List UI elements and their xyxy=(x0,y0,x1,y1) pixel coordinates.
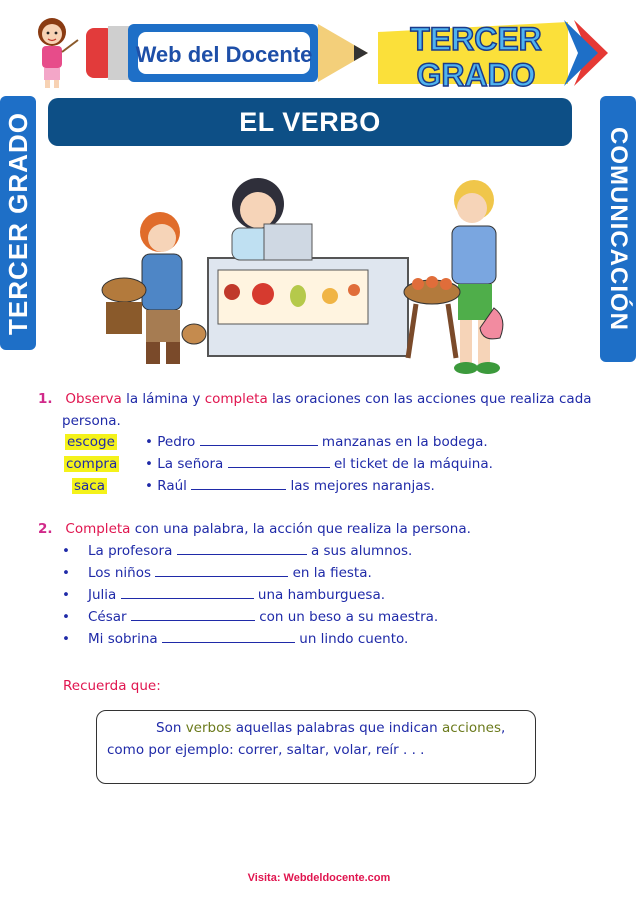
sentence-subject: Pedro xyxy=(157,434,196,450)
teacher-mascot-illustration xyxy=(28,14,82,90)
answer-blank[interactable] xyxy=(177,541,307,555)
list-item xyxy=(62,540,412,562)
word-bank-item xyxy=(65,431,117,453)
answer-blank[interactable] xyxy=(131,607,255,621)
item-rest: a sus alumnos. xyxy=(310,543,413,559)
list-item xyxy=(62,606,438,628)
word-saca: saca xyxy=(74,478,106,494)
keyword-completa: completa xyxy=(204,391,268,407)
reminder-text-c: , xyxy=(501,720,506,736)
q1-sentence xyxy=(145,475,435,497)
recuerda-label: Recuerda que: xyxy=(63,678,161,694)
list-item xyxy=(62,628,408,650)
answer-blank[interactable] xyxy=(228,454,330,468)
q1-text-c: persona. xyxy=(62,413,121,429)
reminder-line-2: como por ejemplo: correr, saltar, volar, reír . . . xyxy=(107,742,425,758)
keyword-completa: Completa xyxy=(65,521,131,537)
side-label-left xyxy=(0,96,36,350)
answer-blank[interactable] xyxy=(191,476,286,490)
question-2-number: 2. xyxy=(38,521,53,537)
web-del-docente-logo xyxy=(82,18,372,88)
logo-text: Web del Docente xyxy=(135,42,313,67)
item-subject: César xyxy=(88,609,127,625)
q1-text-a: la lámina y xyxy=(126,391,201,407)
answer-blank[interactable] xyxy=(155,563,288,577)
keyword-acciones: acciones xyxy=(442,720,502,736)
reminder-line-1 xyxy=(156,717,505,739)
item-rest: una hamburguesa. xyxy=(257,587,386,603)
item-subject: Mi sobrina xyxy=(88,631,158,647)
answer-blank[interactable] xyxy=(121,585,254,599)
side-label-right xyxy=(600,96,636,362)
tercer-grado-badge xyxy=(378,12,618,94)
word-escoge: escoge xyxy=(67,434,115,450)
word-bank-item xyxy=(64,453,119,475)
reminder-text-a: Son xyxy=(156,720,182,736)
q1-sentence xyxy=(145,431,488,453)
question-1-prompt xyxy=(38,388,600,432)
reminder-text-b: aquellas palabras que indican xyxy=(235,720,438,736)
q1-sentence xyxy=(145,453,493,475)
bullet-icon: • xyxy=(62,543,70,559)
item-rest: con un beso a su maestra. xyxy=(259,609,439,625)
market-scene-illustration xyxy=(98,158,538,384)
sentence-subject: La señora xyxy=(157,456,224,472)
footer-link[interactable]: Visita: Webdeldocente.com xyxy=(247,872,391,884)
bullet-icon: • xyxy=(145,434,153,450)
sentence-rest: las mejores naranjas. xyxy=(290,478,435,494)
answer-blank[interactable] xyxy=(162,629,295,643)
bullet-icon: • xyxy=(62,609,70,625)
bullet-icon: • xyxy=(62,587,70,603)
answer-blank[interactable] xyxy=(200,432,318,446)
keyword-observa: Observa xyxy=(65,391,122,407)
bullet-icon: • xyxy=(62,631,70,647)
sentence-subject: Raúl xyxy=(157,478,187,494)
item-rest: un lindo cuento. xyxy=(299,631,409,647)
item-subject: La profesora xyxy=(88,543,173,559)
list-item xyxy=(62,584,385,606)
q2-text: con una palabra, la acción que realiza la persona. xyxy=(134,521,471,537)
question-2-prompt xyxy=(38,518,471,540)
page-title: EL VERBO xyxy=(239,106,381,137)
title-banner xyxy=(48,98,572,146)
side-label-left-text: TERCER GRADO xyxy=(2,111,33,335)
bullet-icon: • xyxy=(145,478,153,494)
keyword-verbos: verbos xyxy=(185,720,232,736)
badge-line1: TERCER xyxy=(410,21,542,57)
bullet-icon: • xyxy=(62,565,70,581)
sentence-rest: el ticket de la máquina. xyxy=(333,456,493,472)
sentence-rest: manzanas en la bodega. xyxy=(321,434,488,450)
list-item xyxy=(62,562,372,584)
word-compra: compra xyxy=(66,456,118,472)
item-subject: Julia xyxy=(88,587,117,603)
badge-line2: GRADO xyxy=(416,57,536,93)
q1-text-b: las oraciones con las acciones que realiza cada xyxy=(272,391,592,407)
item-subject: Los niños xyxy=(88,565,152,581)
side-label-right-text: COMUNICACIÓN xyxy=(605,127,632,331)
bullet-icon: • xyxy=(145,456,153,472)
item-rest: en la fiesta. xyxy=(292,565,372,581)
word-bank-item xyxy=(72,475,107,497)
question-1-number: 1. xyxy=(38,391,53,407)
